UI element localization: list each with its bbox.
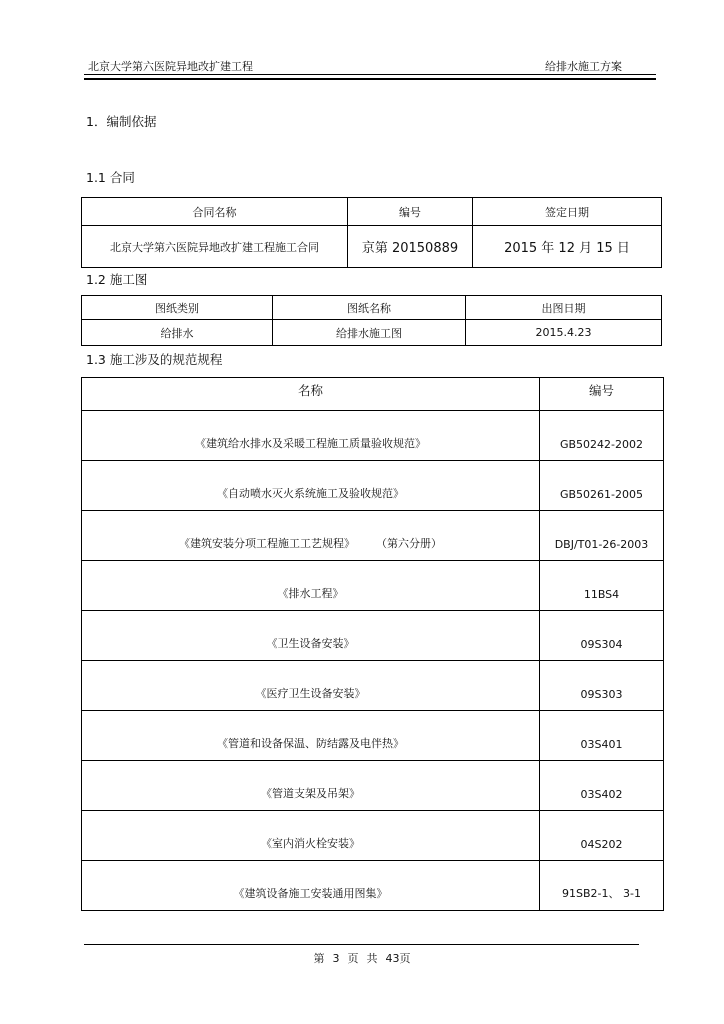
- table-row: [82, 861, 664, 911]
- footer-rule: [84, 944, 639, 945]
- table-row: [82, 661, 664, 711]
- standard-name: 《管道和设备保温、防结露及电伴热》: [82, 711, 540, 761]
- standard-name: 《建筑设备施工安装通用图集》: [82, 861, 540, 911]
- footer-page-label: 第: [313, 952, 325, 965]
- standard-code: 91SB2-1、 3-1: [540, 861, 664, 911]
- table-row: [82, 811, 664, 861]
- standard-code: 03S402: [540, 761, 664, 811]
- contract-header-row: [82, 198, 662, 226]
- table-row: [82, 611, 664, 661]
- footer-page-number: 3: [332, 952, 340, 965]
- standard-code: 03S401: [540, 711, 664, 761]
- section-1-2-heading: 1.2 施工图: [86, 272, 148, 287]
- drawing-date: 2015.4.23: [466, 320, 662, 346]
- table-row: [82, 411, 664, 461]
- contract-date: 2015 年 12 月 15 日: [473, 226, 662, 268]
- drawing-table: [81, 295, 662, 346]
- standard-code: 09S303: [540, 661, 664, 711]
- standard-code: 04S202: [540, 811, 664, 861]
- standard-name: 《室内消火栓安装》: [82, 811, 540, 861]
- standard-name: 《管道支架及吊架》: [82, 761, 540, 811]
- contract-name: 北京大学第六医院异地改扩建工程施工合同: [82, 226, 348, 268]
- standard-code: 09S304: [540, 611, 664, 661]
- footer-total-pages: 43页: [385, 952, 411, 965]
- table-row: [82, 711, 664, 761]
- drawing-header-row: [82, 296, 662, 320]
- standard-code: DBJ/T01-26-2003: [540, 511, 664, 561]
- table-row: [82, 511, 664, 561]
- drawing-name: 给排水施工图: [273, 320, 466, 346]
- header-rule-thin: [84, 74, 656, 75]
- table-row: [82, 461, 664, 511]
- contract-header-name: 合同名称: [82, 198, 348, 226]
- drawing-header-date: 出图日期: [466, 296, 662, 320]
- contract-number: 京第 20150889: [348, 226, 473, 268]
- contract-header-date: 签定日期: [473, 198, 662, 226]
- standard-name: 《医疗卫生设备安装》: [82, 661, 540, 711]
- standard-code: GB50242-2002: [540, 411, 664, 461]
- standard-name: 《排水工程》: [82, 561, 540, 611]
- drawing-type: 给排水: [82, 320, 273, 346]
- standard-name: 《卫生设备安装》: [82, 611, 540, 661]
- standard-name: 《建筑给水排水及采暖工程施工质量验收规范》: [82, 411, 540, 461]
- contract-row: [82, 226, 662, 268]
- section-1-heading: 1．编制依据: [86, 114, 157, 129]
- header-doc-title: 给排水施工方案: [545, 60, 622, 73]
- standard-code: 11BS4: [540, 561, 664, 611]
- header-rule-thick: [84, 78, 656, 80]
- table-row: [82, 761, 664, 811]
- drawing-row: [82, 320, 662, 346]
- standard-code: GB50261-2005: [540, 461, 664, 511]
- standard-name: 《建筑安装分项工程施工工艺规程》 （第六分册）: [82, 511, 540, 561]
- standards-table: [81, 377, 664, 911]
- standard-name: 《自动喷水灭火系统施工及验收规范》: [82, 461, 540, 511]
- footer-total-label: 共: [366, 952, 378, 965]
- section-1-1-heading: 1.1 合同: [86, 170, 135, 185]
- contract-table: [81, 197, 662, 268]
- header-project: 北京大学第六医院异地改扩建工程: [88, 60, 253, 73]
- page-footer: [0, 950, 724, 966]
- standards-header-number: 编号: [540, 378, 664, 411]
- table-row: [82, 561, 664, 611]
- section-1-3-heading: 1.3 施工涉及的规范规程: [86, 352, 223, 367]
- footer-page-unit: 页: [347, 952, 359, 965]
- standards-header-row: [82, 378, 664, 411]
- drawing-header-type: 图纸类别: [82, 296, 273, 320]
- drawing-header-name: 图纸名称: [273, 296, 466, 320]
- standards-header-name: 名称: [82, 378, 540, 411]
- contract-header-number: 编号: [348, 198, 473, 226]
